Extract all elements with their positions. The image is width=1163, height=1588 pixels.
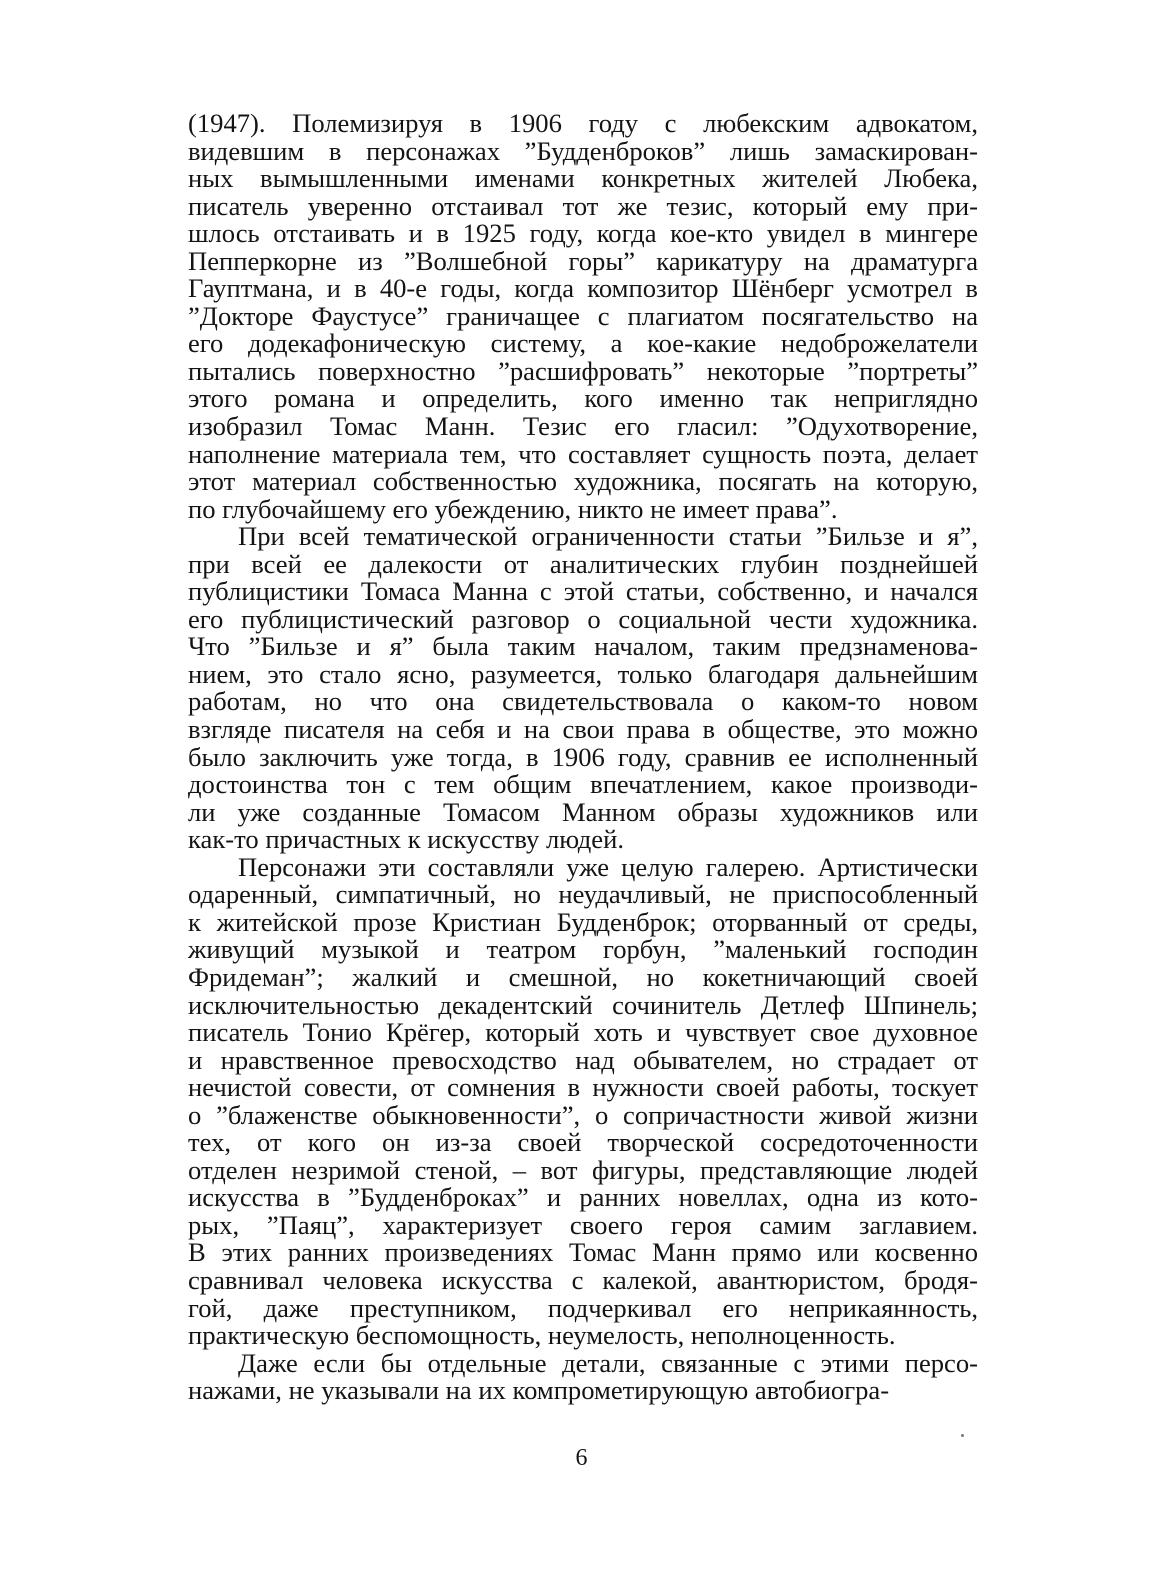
text-line: рых, ”Паяц”, характеризует своего героя самим заглавием. [188, 1209, 978, 1240]
text-line: этот материал собственностью художника, посягать на которую, [188, 466, 978, 497]
text-line: гой, даже преступником, подчеркивал его неприкаянность, [188, 1292, 978, 1323]
text-line: Пепперкорне из ”Волшебной горы” карикатуру на драматурга [188, 245, 978, 276]
text-line: Персонажи эти составляли уже целую галерею. Артистически [238, 851, 978, 882]
text-line: пытались поверхностно ”расшифровать” некоторые ”портреты” [188, 355, 978, 386]
text-line: ных вымышленными именами конкретных жителей Любека, [188, 163, 978, 194]
text-line: взгляде писателя на себя и на свои права в обществе, это можно [188, 714, 978, 745]
paragraph [188, 110, 978, 523]
text-line: публицистики Томаса Манна с этой статьи, собственно, и начался [188, 576, 978, 607]
text-line: видевшим в персонажах ”Будденброков” лишь замаскирован- [188, 135, 978, 166]
page-number: 6 [575, 1445, 588, 1471]
text-line: тех, от кого он из-за своей творческой сосредоточенности [188, 1127, 978, 1158]
text-line: ли уже созданные Томасом Манном образы художников или [188, 796, 978, 827]
text-line: о ”блаженстве обыкновенности”, о сопричастности живой жизни [188, 1099, 978, 1130]
text-line: писатель уверенно отстаивал тот же тезис, который ему при- [188, 190, 978, 221]
text-line: практическую беспомощность, неумелость, неполноценность. [188, 1320, 896, 1351]
text-line: как-то причастных к искусству людей. [188, 824, 624, 855]
text-line: Что ”Бильзе и я” была таким началом, таким предзнаменова- [188, 631, 978, 662]
text-line: шлось отстаивать и в 1925 году, когда кое-кто увидел в мингере [188, 218, 978, 249]
text-line: нием, это стало ясно, разумеется, только благодаря дальнейшим [188, 658, 978, 689]
text-line: одаренный, симпатичный, но неудачливый, не приспособленный [188, 879, 978, 910]
text-line: его публицистический разговор о социальной чести художника. [188, 603, 978, 634]
text-line: по глубочайшему его убеждению, никто не имеет права”. [188, 493, 838, 524]
text-line: ”Докторе Фаустусе” граничащее с плагиатом посягательство на [188, 300, 978, 331]
text-line: работам, но что она свидетельствовала о каком-то новом [188, 686, 978, 717]
paragraph [188, 523, 978, 854]
text-line: писатель Тонио Крёгер, который хоть и чувствует свое духовное [188, 1017, 978, 1048]
text-line: и нравственное превосходство над обывателем, но страдает от [188, 1044, 978, 1075]
text-line: было заключить уже тогда, в 1906 году, сравнив ее исполненный [188, 741, 978, 772]
text-line: сравнивал человека искусства с калекой, авантюристом, бродя- [188, 1264, 978, 1295]
text-line: его додекафоническую систему, а кое-какие недоброжелатели [188, 328, 978, 359]
paragraph [188, 1347, 978, 1406]
paragraph [188, 851, 978, 1351]
text-line: Даже если бы отдельные детали, связанные с этими персо- [238, 1347, 978, 1378]
text-line: наполнение материала тем, что составляет сущность поэта, делает [188, 438, 978, 469]
text-line: живущий музыкой и театром горбун, ”маленький господин [188, 934, 978, 965]
text-line: к житейской прозе Кристиан Будденброк; оторванный от среды, [188, 906, 978, 937]
text-line: Гауптмана, и в 40-е годы, когда композитор Шёнберг усмотрел в [188, 273, 978, 304]
text-line: нажами, не указывали на их компрометирующую автобиогра- [188, 1375, 890, 1406]
text-line: искусства в ”Будденброках” и ранних новеллах, одна из кото- [188, 1182, 978, 1213]
text-line: при всей ее далекости от аналитических глубин позднейшей [188, 548, 978, 579]
text-line: нечистой совести, от сомнения в нужности своей работы, тоскует [188, 1072, 978, 1103]
text-line: изобразил Томас Манн. Тезис его гласил: ”Одухотворение, [188, 411, 978, 442]
text-line: При всей тематической ограниченности статьи ”Бильзе и я”, [238, 521, 978, 552]
text-line: исключительностью декадентский сочинитель Детлеф Шпинель; [188, 989, 978, 1020]
text-line: Фридеман”; жалкий и смешной, но кокетничающий своей [188, 961, 978, 992]
text-line: В этих ранних произведениях Томас Манн прямо или косвенно [188, 1237, 978, 1268]
text-line: отделен незримой стеной, – вот фигуры, представляющие людей [188, 1154, 978, 1185]
scan-speck [961, 1434, 964, 1437]
text-line: этого романа и определить, кого именно так неприглядно [188, 383, 978, 414]
text-line: (1947). Полемизируя в 1906 году с любекским адвокатом, [188, 108, 978, 138]
body-text [188, 110, 978, 1405]
text-line: достоинства тон с тем общим впечатлением, какое производи- [188, 769, 978, 800]
